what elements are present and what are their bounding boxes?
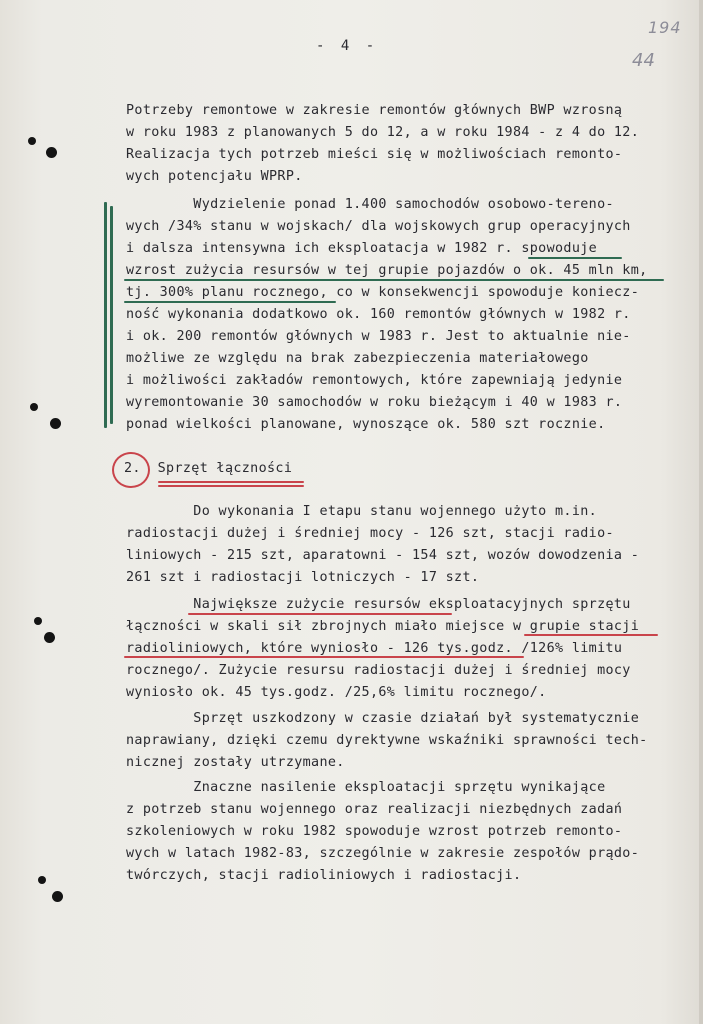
margin-highlight-bar	[104, 202, 107, 428]
text-line: Potrzeby remontowe w zakresie remontów głównych BWP wzrosną	[126, 103, 623, 118]
red-underline	[124, 656, 524, 658]
punch-hole	[38, 876, 46, 884]
text-line: i dalsza intensywna ich eksploatacja w 1982 r. spowoduje	[126, 241, 598, 256]
text-line: Znaczne nasilenie eksploatacji sprzętu wynikające	[126, 780, 606, 795]
punch-hole	[46, 147, 57, 158]
text-line: wych potencjału WPRP.	[126, 169, 303, 184]
red-underline	[158, 481, 304, 483]
text-line: rocznego/. Zużycie resursu radiostacji dużej i średniej mocy	[126, 663, 631, 678]
text-line: Największe zużycie resursów eksploatacyjnych sprzętu	[126, 597, 631, 612]
text-line: z potrzeb stanu wojennego oraz realizacji niezbędnych zadań	[126, 802, 623, 817]
punch-hole	[28, 137, 36, 145]
text-line: nicznej zostały utrzymane.	[126, 755, 345, 770]
punch-hole	[30, 403, 38, 411]
punch-hole	[52, 891, 63, 902]
margin-highlight-bar	[110, 206, 113, 424]
text-line: ność wykonania dodatkowo ok. 160 remontów głównych w 1982 r.	[126, 307, 631, 322]
text-line: Realizacja tych potrzeb mieści się w możliwościach remonto-	[126, 147, 623, 162]
red-underline	[188, 613, 452, 615]
text-line: i możliwości zakładów remontowych, które zapewniają jedynie	[126, 373, 623, 388]
green-underline	[124, 279, 664, 281]
text-line: tj. 300% planu rocznego, co w konsekwencji spowoduje koniecz-	[126, 285, 640, 300]
punch-hole	[44, 632, 55, 643]
text-line: wych /34% stanu w wojskach/ dla wojskowych grup operacyjnych	[126, 219, 631, 234]
red-underline	[524, 634, 658, 636]
section-heading: 2. Sprzęt łączności	[124, 461, 293, 476]
text-line: naprawiany, dzięki czemu dyrektywne wskaźniki sprawności tech-	[126, 733, 648, 748]
text-line: w roku 1983 z planowanych 5 do 12, a w roku 1984 - z 4 do 12.	[126, 125, 640, 140]
handwritten-page-number: 44	[632, 50, 655, 71]
text-line: wyniosło ok. 45 tys.godz. /25,6% limitu rocznego/.	[126, 685, 547, 700]
text-line: możliwe ze względu na brak zabezpieczenia materiałowego	[126, 351, 589, 366]
text-line: ponad wielkości planowane, wynoszące ok. 580 szt rocznie.	[126, 417, 606, 432]
text-line: wych w latach 1982-83, szczególnie w zakresie zespołów prądo-	[126, 846, 640, 861]
text-line: wzrost zużycia resursów w tej grupie pojazdów o ok. 45 mln km,	[126, 263, 648, 278]
text-line: Wydzielenie ponad 1.400 samochodów osobowo-tereno-	[126, 197, 614, 212]
text-line: liniowych - 215 szt, aparatowni - 154 szt, wozów dowodzenia -	[126, 548, 640, 563]
text-line: radioliniowych, które wyniosło - 126 tys.godz. /126% limitu	[126, 641, 623, 656]
text-line: szkoleniowych w roku 1982 spowoduje wzrost potrzeb remonto-	[126, 824, 623, 839]
text-line: radiostacji dużej i średniej mocy - 126 szt, stacji radio-	[126, 526, 614, 541]
red-underline	[158, 485, 304, 487]
text-line: Sprzęt uszkodzony w czasie działań był systematycznie	[126, 711, 640, 726]
punch-hole	[50, 418, 61, 429]
text-line: i ok. 200 remontów głównych w 1983 r. Jest to aktualnie nie-	[126, 329, 631, 344]
text-line: łączności w skali sił zbrojnych miało miejsce w grupie stacji	[126, 619, 640, 634]
green-underline	[528, 257, 622, 259]
green-underline	[124, 301, 336, 303]
punch-hole	[34, 617, 42, 625]
handwritten-folio-number: 194	[648, 18, 682, 37]
text-line: wyremontowanie 30 samochodów w roku bieżącym i 40 w 1983 r.	[126, 395, 623, 410]
text-line: twórczych, stacji radioliniowych i radiostacji.	[126, 868, 522, 883]
text-line: Do wykonania I etapu stanu wojennego użyto m.in.	[126, 504, 598, 519]
page-number: - 4 -	[316, 38, 379, 54]
text-line: 261 szt i radiostacji lotniczych - 17 szt.	[126, 570, 480, 585]
